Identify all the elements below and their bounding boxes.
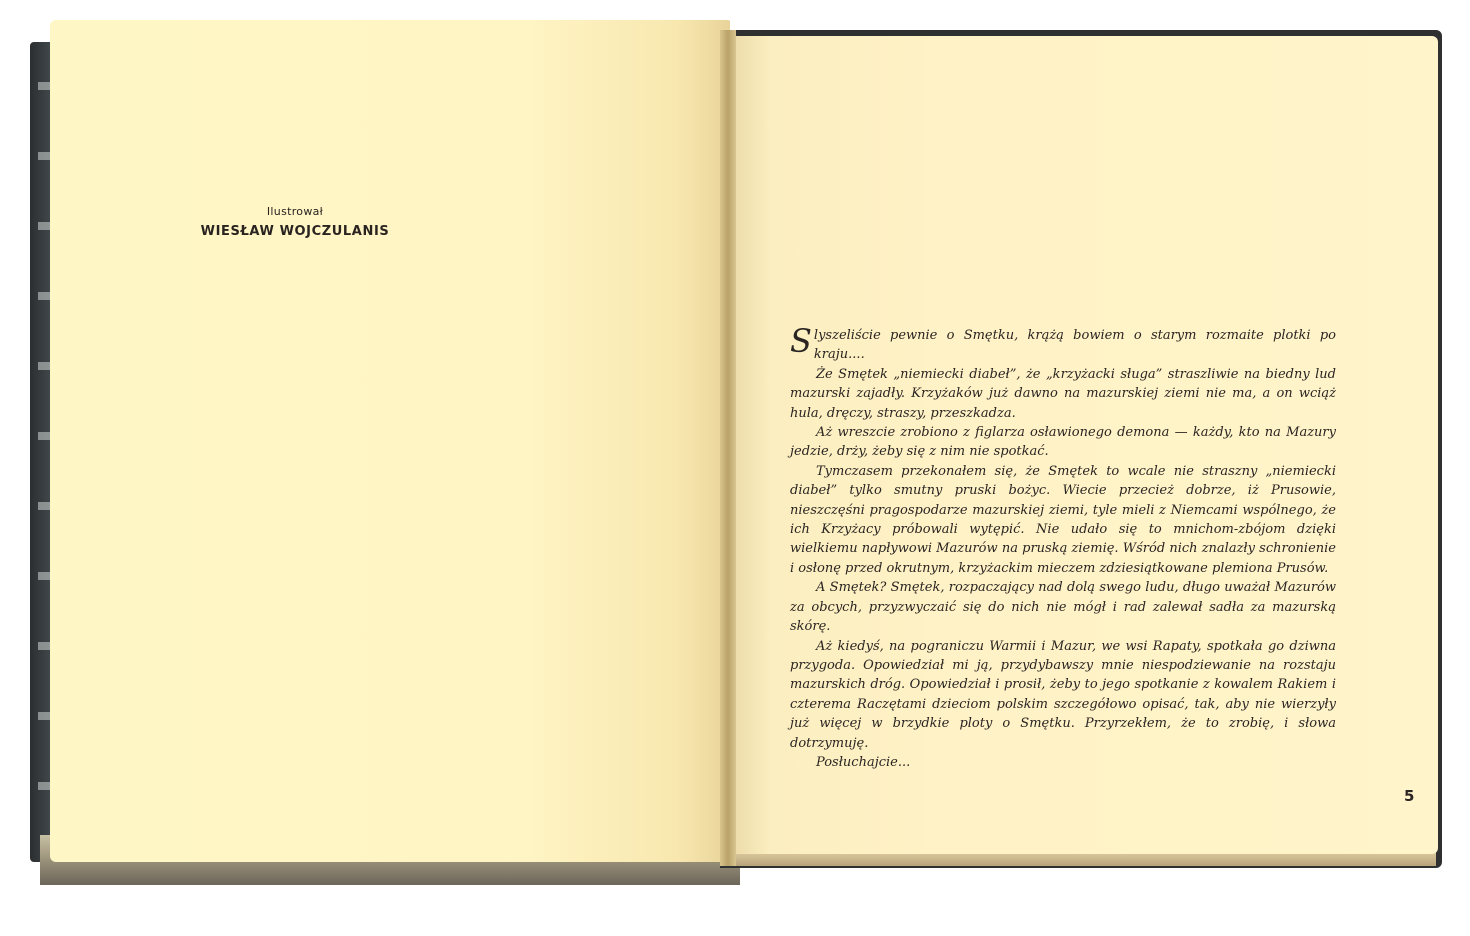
paragraph	[790, 322, 1336, 365]
paragraph-text: lyszeliście pewnie o Smętku, krążą bowiem o starym rozmaite plotki po kraju....	[813, 328, 1336, 363]
story-text	[790, 322, 1336, 772]
paragraph: A Smętek? Smętek, rozpaczający nad dolą swego ludu, długo uważał Mazurów za obcych, przyzwyczaić się do nich nie mógł i rad zalewał sadła za mazurską skórę.	[790, 580, 1336, 635]
paragraph: Posłuchajcie...	[816, 754, 911, 770]
paragraph: Tymczasem przekonałem się, że Smętek to wcale nie straszny „niemiecki diabeł” tylko smutny pruski bożyc. Wiecie przecież dobrze, iż Prusowie, nieszczęśni pragospodarze mazurskiej ziemi, tyle mieli z Niemcami wspólnego, że ich Krzyżacy próbowali wytępić. Nie udało się to mnichom-zbójom dzięki wielkiemu napływowi Mazurów na pruską ziemię. Wśród nich znalazły schronienie i osłonę przed okrutnym, krzyżackim mieczem zdziesiątkowane plemiona Prusów.	[790, 463, 1336, 576]
illustrator-name: WIESŁAW WOJCZULANIS	[200, 224, 390, 239]
paragraph: Aż kiedyś, na pograniczu Warmii i Mazur, we wsi Rapaty, spotkała go dziwna przygoda. Opowiedział mi ją, przydybawszy mnie niespodziewanie na rozstaju mazurskich dróg. Opowiedział i prosił, żeby to jego spotkanie z kowalem Rakiem i czterema Raczętami dzieciom polskim szczegółowo opisać, tak, aby nie wierzyły już więcej w brzydkie ploty o Smętku. Przyrzekłem, że to zrobię, i słowa dotrzymuję.	[790, 638, 1336, 751]
illustrator-credit	[160, 205, 430, 239]
left-page	[50, 20, 730, 862]
drop-cap: S	[790, 322, 812, 360]
paragraph: Aż wreszcie zrobiono z figlarza osławionego demona — każdy, kto na Mazury jedzie, drży, żeby się z nim nie spotkać.	[790, 425, 1336, 460]
book-gutter	[720, 30, 736, 866]
illustrator-label: Ilustrował	[266, 205, 324, 218]
page-number: 5	[1404, 787, 1415, 805]
paragraph: Że Smętek „niemiecki diabeł”, że „krzyżacki sługa” straszliwie na biedny lud mazurski zajadły. Krzyżaków już dawno na mazurskiej ziemi nie ma, a on wciąż hula, dręczy, straszy, przeszkadza.	[790, 366, 1336, 421]
